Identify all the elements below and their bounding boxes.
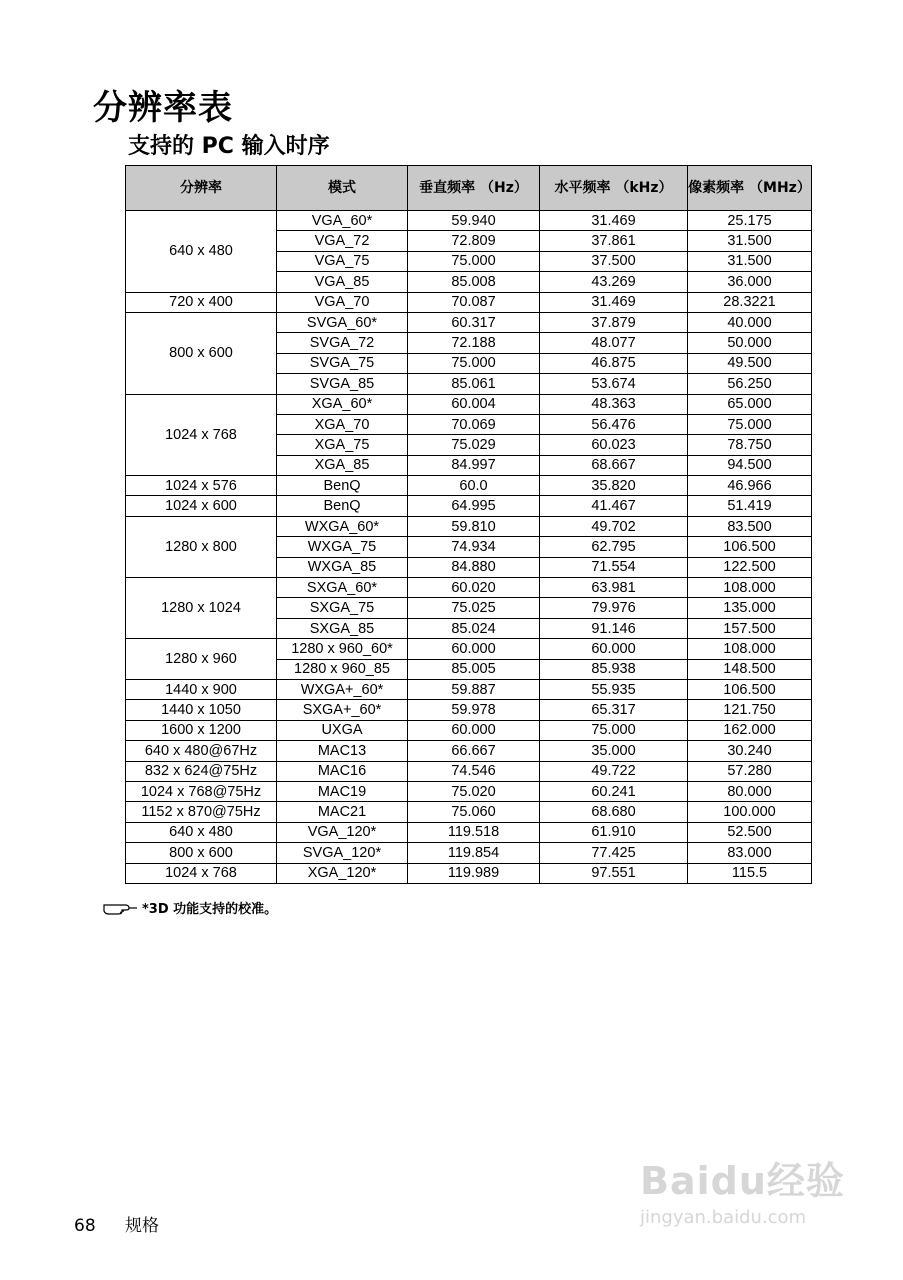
pixel-frequency-cell: 65.000 — [688, 394, 812, 414]
vertical-frequency-cell: 60.000 — [408, 720, 540, 740]
pixel-frequency-cell: 28.3221 — [688, 292, 812, 312]
mode-cell: VGA_120* — [277, 822, 408, 842]
resolution-cell: 640 x 480@67Hz — [126, 741, 277, 761]
pixel-frequency-cell: 25.175 — [688, 211, 812, 231]
vertical-frequency-cell: 66.667 — [408, 741, 540, 761]
mode-cell: VGA_75 — [277, 251, 408, 271]
horizontal-frequency-cell: 55.935 — [540, 679, 688, 699]
table-header-row — [126, 166, 812, 211]
watermark-url: jingyan.baidu.com — [640, 1207, 807, 1228]
table-row — [126, 843, 812, 863]
header-resolution: 分辨率 — [126, 166, 277, 211]
pixel-frequency-cell: 148.500 — [688, 659, 812, 679]
horizontal-frequency-cell: 91.146 — [540, 618, 688, 638]
pixel-frequency-cell: 106.500 — [688, 679, 812, 699]
horizontal-frequency-cell: 63.981 — [540, 578, 688, 598]
mode-cell: VGA_60* — [277, 211, 408, 231]
horizontal-frequency-cell: 35.820 — [540, 476, 688, 496]
resolution-cell: 1024 x 768 — [126, 863, 277, 883]
horizontal-frequency-cell: 37.879 — [540, 312, 688, 332]
table-row — [126, 496, 812, 516]
mode-cell: WXGA_60* — [277, 516, 408, 536]
pointing-hand-icon — [103, 900, 139, 916]
table-row — [126, 679, 812, 699]
vertical-frequency-cell: 64.995 — [408, 496, 540, 516]
vertical-frequency-cell: 75.029 — [408, 435, 540, 455]
table-row — [126, 476, 812, 496]
vertical-frequency-cell: 85.061 — [408, 374, 540, 394]
vertical-frequency-cell: 59.978 — [408, 700, 540, 720]
horizontal-frequency-cell: 97.551 — [540, 863, 688, 883]
pixel-frequency-cell: 31.500 — [688, 251, 812, 271]
mode-cell: XGA_70 — [277, 414, 408, 434]
table-row — [126, 292, 812, 312]
mode-cell: VGA_85 — [277, 272, 408, 292]
horizontal-frequency-cell: 60.023 — [540, 435, 688, 455]
resolution-cell: 1152 x 870@75Hz — [126, 802, 277, 822]
table-row — [126, 639, 812, 659]
pixel-frequency-cell: 106.500 — [688, 537, 812, 557]
vertical-frequency-cell: 119.518 — [408, 822, 540, 842]
mode-cell: VGA_70 — [277, 292, 408, 312]
vertical-frequency-cell: 75.000 — [408, 251, 540, 271]
header-vertical-frequency: 垂直频率 （Hz） — [408, 166, 540, 211]
vertical-frequency-cell: 60.020 — [408, 578, 540, 598]
horizontal-frequency-cell: 37.861 — [540, 231, 688, 251]
resolution-cell: 800 x 600 — [126, 843, 277, 863]
pixel-frequency-cell: 56.250 — [688, 374, 812, 394]
note — [103, 898, 277, 917]
header-horizontal-frequency: 水平频率 （kHz） — [540, 166, 688, 211]
table-row — [126, 700, 812, 720]
vertical-frequency-cell: 59.940 — [408, 211, 540, 231]
pixel-frequency-cell: 108.000 — [688, 578, 812, 598]
mode-cell: MAC13 — [277, 741, 408, 761]
table-body — [126, 211, 812, 884]
vertical-frequency-cell: 119.989 — [408, 863, 540, 883]
horizontal-frequency-cell: 56.476 — [540, 414, 688, 434]
horizontal-frequency-cell: 77.425 — [540, 843, 688, 863]
pixel-frequency-cell: 46.966 — [688, 476, 812, 496]
vertical-frequency-cell: 85.024 — [408, 618, 540, 638]
header-mode: 模式 — [277, 166, 408, 211]
resolution-cell: 832 x 624@75Hz — [126, 761, 277, 781]
pixel-frequency-cell: 75.000 — [688, 414, 812, 434]
table-row — [126, 781, 812, 801]
mode-cell: XGA_60* — [277, 394, 408, 414]
resolution-cell: 640 x 480 — [126, 211, 277, 293]
pixel-frequency-cell: 50.000 — [688, 333, 812, 353]
footer-section: 规格 — [125, 1216, 160, 1236]
mode-cell: XGA_120* — [277, 863, 408, 883]
horizontal-frequency-cell: 60.000 — [540, 639, 688, 659]
horizontal-frequency-cell: 62.795 — [540, 537, 688, 557]
horizontal-frequency-cell: 49.702 — [540, 516, 688, 536]
pixel-frequency-cell: 135.000 — [688, 598, 812, 618]
mode-cell: BenQ — [277, 496, 408, 516]
vertical-frequency-cell: 72.809 — [408, 231, 540, 251]
vertical-frequency-cell: 60.0 — [408, 476, 540, 496]
pixel-frequency-cell: 57.280 — [688, 761, 812, 781]
mode-cell: BenQ — [277, 476, 408, 496]
horizontal-frequency-cell: 79.976 — [540, 598, 688, 618]
vertical-frequency-cell: 74.546 — [408, 761, 540, 781]
pixel-frequency-cell: 122.500 — [688, 557, 812, 577]
mode-cell: SXGA_60* — [277, 578, 408, 598]
horizontal-frequency-cell: 37.500 — [540, 251, 688, 271]
mode-cell: WXGA+_60* — [277, 679, 408, 699]
mode-cell: WXGA_75 — [277, 537, 408, 557]
resolution-cell: 1024 x 600 — [126, 496, 277, 516]
mode-cell: VGA_72 — [277, 231, 408, 251]
vertical-frequency-cell: 59.887 — [408, 679, 540, 699]
section-subtitle: 支持的 PC 输入时序 — [128, 134, 330, 159]
page-footer — [74, 1211, 183, 1236]
table-row — [126, 822, 812, 842]
vertical-frequency-cell: 72.188 — [408, 333, 540, 353]
pixel-frequency-cell: 78.750 — [688, 435, 812, 455]
pixel-frequency-cell: 108.000 — [688, 639, 812, 659]
resolution-cell: 1440 x 1050 — [126, 700, 277, 720]
mode-cell: SVGA_75 — [277, 353, 408, 373]
horizontal-frequency-cell: 31.469 — [540, 211, 688, 231]
horizontal-frequency-cell: 31.469 — [540, 292, 688, 312]
note-text: *3D 功能支持的校准。 — [142, 902, 278, 917]
horizontal-frequency-cell: 49.722 — [540, 761, 688, 781]
resolution-cell: 1024 x 576 — [126, 476, 277, 496]
pixel-frequency-cell: 83.500 — [688, 516, 812, 536]
mode-cell: SVGA_120* — [277, 843, 408, 863]
vertical-frequency-cell: 60.004 — [408, 394, 540, 414]
pixel-frequency-cell: 40.000 — [688, 312, 812, 332]
mode-cell: 1280 x 960_85 — [277, 659, 408, 679]
horizontal-frequency-cell: 46.875 — [540, 353, 688, 373]
mode-cell: MAC21 — [277, 802, 408, 822]
resolution-cell: 1280 x 800 — [126, 516, 277, 577]
vertical-frequency-cell: 75.025 — [408, 598, 540, 618]
pixel-frequency-cell: 36.000 — [688, 272, 812, 292]
resolution-cell: 1024 x 768@75Hz — [126, 781, 277, 801]
horizontal-frequency-cell: 41.467 — [540, 496, 688, 516]
horizontal-frequency-cell: 53.674 — [540, 374, 688, 394]
table-row — [126, 312, 812, 332]
page-number: 68 — [74, 1216, 96, 1236]
horizontal-frequency-cell: 68.680 — [540, 802, 688, 822]
table-row — [126, 516, 812, 536]
mode-cell: MAC19 — [277, 781, 408, 801]
vertical-frequency-cell: 59.810 — [408, 516, 540, 536]
mode-cell: XGA_75 — [277, 435, 408, 455]
pixel-frequency-cell: 94.500 — [688, 455, 812, 475]
vertical-frequency-cell: 70.087 — [408, 292, 540, 312]
vertical-frequency-cell: 119.854 — [408, 843, 540, 863]
vertical-frequency-cell: 85.005 — [408, 659, 540, 679]
resolution-cell: 1600 x 1200 — [126, 720, 277, 740]
table-row — [126, 761, 812, 781]
table-row — [126, 394, 812, 414]
page-title: 分辨率表 — [93, 88, 233, 128]
pixel-frequency-cell: 49.500 — [688, 353, 812, 373]
vertical-frequency-cell: 84.997 — [408, 455, 540, 475]
resolution-cell: 1280 x 960 — [126, 639, 277, 680]
vertical-frequency-cell: 75.020 — [408, 781, 540, 801]
mode-cell: MAC16 — [277, 761, 408, 781]
horizontal-frequency-cell: 75.000 — [540, 720, 688, 740]
vertical-frequency-cell: 84.880 — [408, 557, 540, 577]
table-row — [126, 802, 812, 822]
horizontal-frequency-cell: 85.938 — [540, 659, 688, 679]
mode-cell: UXGA — [277, 720, 408, 740]
pixel-frequency-cell: 52.500 — [688, 822, 812, 842]
table-row — [126, 863, 812, 883]
mode-cell: SXGA+_60* — [277, 700, 408, 720]
table-row — [126, 720, 812, 740]
pixel-frequency-cell: 157.500 — [688, 618, 812, 638]
mode-cell: SVGA_85 — [277, 374, 408, 394]
pixel-frequency-cell: 51.419 — [688, 496, 812, 516]
pixel-frequency-cell: 31.500 — [688, 231, 812, 251]
pixel-frequency-cell: 115.5 — [688, 863, 812, 883]
mode-cell: WXGA_85 — [277, 557, 408, 577]
horizontal-frequency-cell: 43.269 — [540, 272, 688, 292]
timing-table — [125, 165, 812, 884]
horizontal-frequency-cell: 61.910 — [540, 822, 688, 842]
resolution-cell: 720 x 400 — [126, 292, 277, 312]
vertical-frequency-cell: 74.934 — [408, 537, 540, 557]
vertical-frequency-cell: 75.060 — [408, 802, 540, 822]
horizontal-frequency-cell: 48.363 — [540, 394, 688, 414]
table-row — [126, 211, 812, 231]
resolution-cell: 640 x 480 — [126, 822, 277, 842]
horizontal-frequency-cell: 35.000 — [540, 741, 688, 761]
pixel-frequency-cell: 121.750 — [688, 700, 812, 720]
header-pixel-frequency: 像素频率 （MHz） — [688, 166, 812, 211]
vertical-frequency-cell: 60.000 — [408, 639, 540, 659]
resolution-cell: 1440 x 900 — [126, 679, 277, 699]
pixel-frequency-cell: 162.000 — [688, 720, 812, 740]
pixel-frequency-cell: 83.000 — [688, 843, 812, 863]
mode-cell: 1280 x 960_60* — [277, 639, 408, 659]
mode-cell: SXGA_85 — [277, 618, 408, 638]
horizontal-frequency-cell: 65.317 — [540, 700, 688, 720]
vertical-frequency-cell: 75.000 — [408, 353, 540, 373]
resolution-cell: 1024 x 768 — [126, 394, 277, 476]
pixel-frequency-cell: 100.000 — [688, 802, 812, 822]
mode-cell: SVGA_72 — [277, 333, 408, 353]
table-row — [126, 741, 812, 761]
table-row — [126, 578, 812, 598]
pixel-frequency-cell: 80.000 — [688, 781, 812, 801]
watermark-logo: Baidu经验 — [640, 1159, 845, 1203]
vertical-frequency-cell: 85.008 — [408, 272, 540, 292]
vertical-frequency-cell: 60.317 — [408, 312, 540, 332]
watermark — [640, 1150, 850, 1240]
horizontal-frequency-cell: 48.077 — [540, 333, 688, 353]
horizontal-frequency-cell: 68.667 — [540, 455, 688, 475]
pixel-frequency-cell: 30.240 — [688, 741, 812, 761]
resolution-cell: 800 x 600 — [126, 312, 277, 394]
horizontal-frequency-cell: 60.241 — [540, 781, 688, 801]
vertical-frequency-cell: 70.069 — [408, 414, 540, 434]
resolution-cell: 1280 x 1024 — [126, 578, 277, 639]
mode-cell: SXGA_75 — [277, 598, 408, 618]
mode-cell: SVGA_60* — [277, 312, 408, 332]
mode-cell: XGA_85 — [277, 455, 408, 475]
horizontal-frequency-cell: 71.554 — [540, 557, 688, 577]
